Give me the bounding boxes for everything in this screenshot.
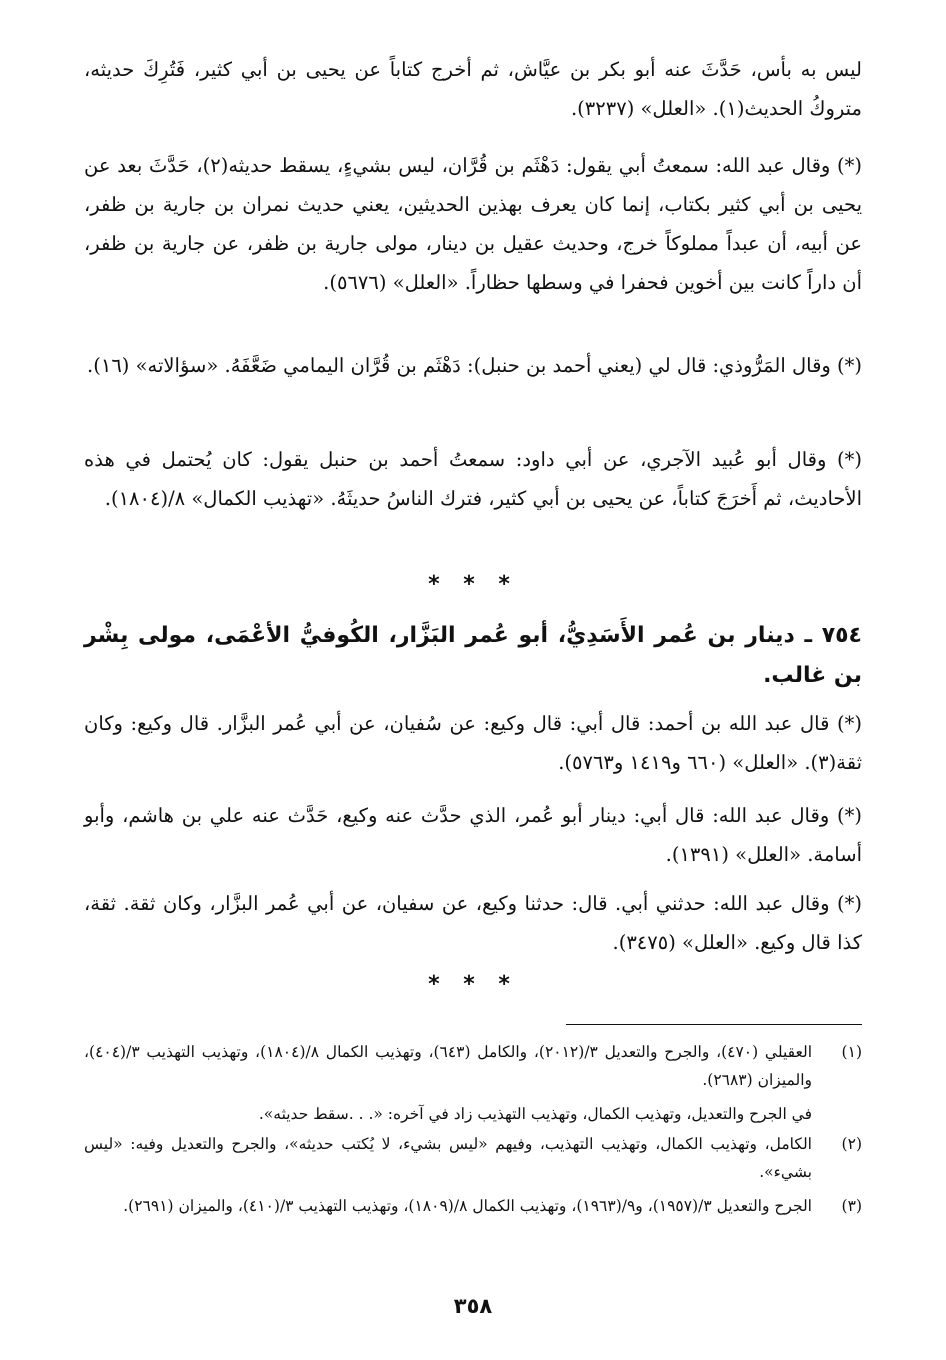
page-number: ٣٥٨ <box>453 1294 493 1318</box>
body-paragraph: (*) وقال عبد الله: حدثني أبي. قال: حدثنا وكيع، عن سفيان، عن أبي عُمر البزَّار، وكان ثقة. ثقة، كذا قال وكيع. «العلل» (٣٤٧٥). <box>84 892 862 954</box>
footnote <box>84 1130 862 1186</box>
footnote-divider <box>566 1024 862 1025</box>
footnote <box>84 1100 862 1128</box>
body-paragraph: (*) وقال عبد الله: قال أبي: دينار أبو عُمر، الذي حدَّث عنه وكيع، حَدَّث عنه علي بن هاشم، وأبو أسامة. «العلل» (١٣٩١). <box>84 804 862 866</box>
section-separator: * * * <box>428 572 518 597</box>
footnote-text: في الجرح والتعديل، وتهذيب الكمال، وتهذيب التهذيب زاد في آخره: «. . .سقط حديثه». <box>258 1105 812 1123</box>
footnote-number: (١) <box>841 1043 862 1061</box>
body-paragraph: (*) وقال أبو عُبيد الآجري، عن أبي داود: سمعتُ أحمد بن حنبل يقول: كان يُحتمل في هذه الأحاديث، ثم أَخرَجَ كتاباً، عن يحيى بن أبي كثير، فترك الناسُ حديثَهُ. «تهذيب الكمال» ٨/(١٨٠٤). <box>84 448 862 510</box>
footnote-text: العقيلي (٤٧٠)، والجرح والتعديل ٣/(٢٠١٢)، والكامل (٦٤٣)، وتهذيب الكمال ٨/(١٨٠٤)، وتهذيب التهذيب ٣/(٤٠٤)، والميزان (٢٦٨٣). <box>84 1043 813 1089</box>
footnote <box>84 1038 862 1094</box>
body-paragraph: (*) قال عبد الله بن أحمد: قال أبي: قال وكيع: عن سُفيان، عن أبي عُمر البزَّار. قال وكيع: وكان ثقة(٣). «العلل» (٦٦٠ و١٤١٩ و٥٧٦٣). <box>84 712 862 774</box>
footnote <box>84 1192 862 1220</box>
body-paragraph: ليس به بأس، حَدَّثَ عنه أبو بكر بن عيَّاش، ثم أخرج كتاباً عن يحيى بن أبي كثير، فَتُرِكَ حديثه، متروكُ الحديث(١). «العلل» (٣٢٣٧). <box>84 58 862 120</box>
footnote-number: (٣) <box>841 1197 862 1215</box>
entry-heading: ٧٥٤ ـ دينار بن عُمر الأَسَدِيُّ، أبو عُمر البَزَّار، الكُوفيُّ الأعْمَى، مولى بِشْر بن غالب. <box>84 623 862 688</box>
footnote-number <box>812 1100 862 1128</box>
body-paragraph: (*) وقال المَرُّوذي: قال لي (يعني أحمد بن حنبل): دَهْثَم بن قُرَّان اليمامي ضَعَّفَهُ. «سؤالاته» (١٦). <box>87 354 862 377</box>
footnote-text: الكامل، وتهذيب الكمال، وتهذيب التهذيب، وفيهم «ليس بشيء، لا يُكتب حديثه»، والجرح والتعديل وفيه: «ليس بشيء». <box>84 1135 812 1181</box>
footnote-text: الجرح والتعديل ٣/(١٩٥٧)، و٩/(١٩٦٣)، وتهذيب الكمال ٨/(١٨٠٩)، وتهذيب التهذيب ٣/(٤١٠)، والميزان (٢٦٩١). <box>123 1197 812 1215</box>
section-separator: * * * <box>428 972 518 997</box>
footnote-number: (٢) <box>841 1135 862 1153</box>
body-paragraph: (*) وقال عبد الله: سمعتُ أبي يقول: دَهْثَم بن قُرَّان، ليس بشيءٍ، يسقط حديثه(٢)، حَدَّثَ بعد عن يحيى بن أبي كثير بكتاب، إنما كان يعرف بهذين الحديثين، يعني حديث نمران بن جارية بن ظفر، عن أبيه، أن عبداً مملوكاً خرج، وحديث عقيل بن دينار، مولى جارية بن ظفر، عن جارية بن ظفر، أن داراً كانت بين أخوين فحفرا في وسطها حظاراً. «العلل» (٥٦٧٦). <box>84 154 863 294</box>
